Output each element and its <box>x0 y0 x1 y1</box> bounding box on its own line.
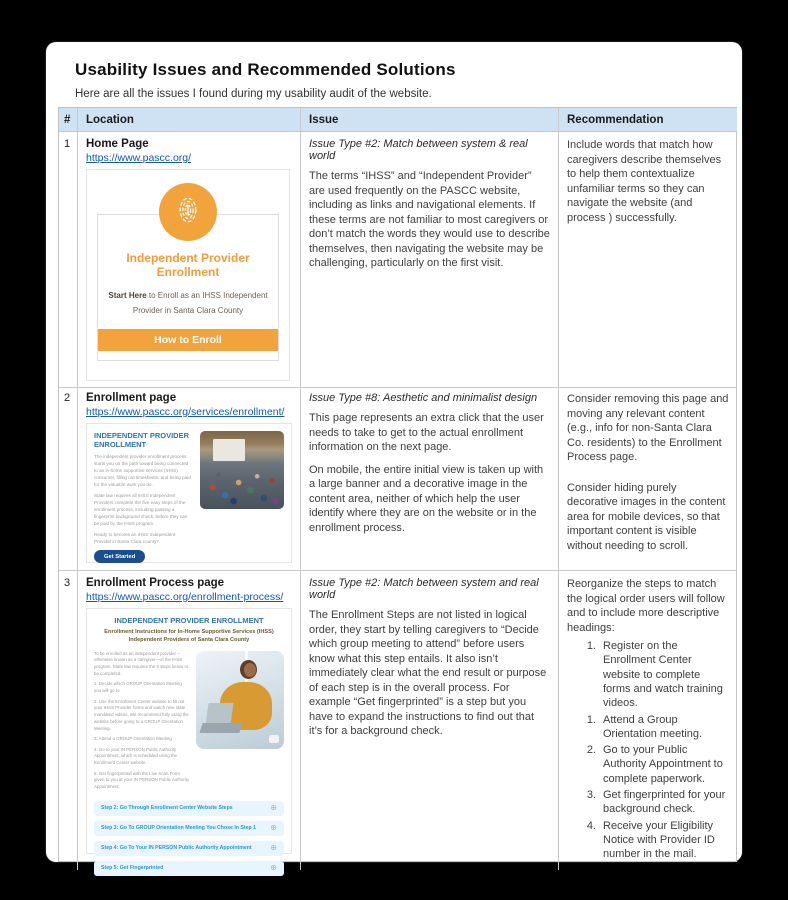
location-link[interactable]: https://www.pascc.org/services/enrollment/ <box>86 406 285 418</box>
issue-type: Issue Type #2: Match between system and real world <box>309 577 539 601</box>
list-text: Get fingerprinted for your background check. <box>603 789 726 816</box>
issue-cell <box>301 132 559 388</box>
issue-cell <box>301 386 559 571</box>
screenshot-heading: Independent Provider Enrollment <box>126 251 250 279</box>
issue-paragraph: On mobile, the entire initial view is taken up with a large banner and a decorative image in the content area, neither of which help the user identify where they are on the website or in the enrollment process. <box>309 463 544 534</box>
screenshot-columns <box>94 651 284 795</box>
page-subtitle: Here are all the issues I found during my usability audit of the website. <box>75 88 432 100</box>
issue-paragraph: The terms “IHSS” and “Independent Provider” are used frequently on the PASCC website, including as links and navigational elements. If these terms are not familiar to most caregivers or don’t match the words they would use to describe themselves, then navigating the website may be challenging, particularly on the first visit. <box>309 170 550 270</box>
list-item <box>581 639 729 710</box>
location-cell <box>78 132 301 388</box>
location-name: Enrollment page <box>86 392 177 404</box>
seminar-photo <box>200 431 284 509</box>
screenshot-text-column <box>94 431 193 560</box>
accordion-label: Step 3: Go To GROUP Orientation Meeting You Chose In Step 1 <box>101 825 256 832</box>
screenshot-paragraph: The independent provider enrollment process starts you on the path toward being connected to an in-home supportive services (IHSS) consumer, filling out timesheets, and being paid for the valuable work you do. <box>94 453 191 487</box>
screenshot-paragraph: 2. Use the Enrollment Center website to fill out your IHSS Provider forms and watch nine state mandated videos. We recommend fully using the website before going to a GROUP Orientation Meeting. <box>94 698 189 731</box>
recommendation-paragraph: Include words that match how caregivers describe themselves to help them contextualize unfamiliar terms so they can navigate the website (and process ) successfully. <box>567 139 722 224</box>
list-text: Receive your Eligibility Notice with Provider ID number in the mail. <box>603 819 715 861</box>
location-link[interactable]: https://www.pascc.org/ <box>86 152 192 164</box>
list-item <box>581 819 729 862</box>
table-row <box>59 571 736 873</box>
row-number: 2 <box>59 386 78 571</box>
man-at-laptop-photo <box>196 651 284 749</box>
table-header-row <box>59 108 736 132</box>
list-text: Go to your Public Authority Appointment to complete paperwork. <box>603 744 723 785</box>
list-marker: 1. <box>586 640 596 653</box>
document-card <box>46 42 742 873</box>
recommendation-paragraph: Consider hiding purely decorative images in the content area for mobile devices, so that important content is visible without needing to scroll. <box>567 481 726 552</box>
issue-paragraph: This page represents an extra click that the user needs to take to get to the actual enrollment information on the next page. <box>309 412 544 454</box>
expand-icon: ⊕ <box>270 823 277 833</box>
list-text: Attend a Group Orientation meeting. <box>603 713 703 740</box>
expand-icon: ⊕ <box>270 803 277 813</box>
recommendation-paragraph: Consider removing this page and moving any relevant content (e.g., info for non-Santa Clara Co. residents) to the Enrollment Process page. <box>567 393 729 464</box>
table-row <box>59 132 736 386</box>
enrollment-page-screenshot <box>86 423 292 563</box>
screenshot-subtext <box>105 288 271 318</box>
recommendation-list <box>581 639 729 861</box>
accordion-step-4 <box>94 841 284 856</box>
how-to-enroll-button: How to Enroll <box>98 329 278 351</box>
screenshot-heading: INDEPENDENT PROVIDER ENROLLMENT <box>94 431 190 449</box>
screenshot-photo-column <box>200 431 284 555</box>
screenshot-paragraph: State law requires all IHSS Independent Providers complete the five easy steps of the enrollment process, including passing a fingerprint background check, before they can be paid by the IHSS program. <box>94 492 188 526</box>
issues-table <box>58 107 737 873</box>
location-cell <box>78 386 301 571</box>
row-number: 1 <box>59 132 78 388</box>
recommendation-cell <box>559 571 737 870</box>
accordion-step-5 <box>94 861 284 876</box>
screenshot-heading: INDEPENDENT PROVIDER ENROLLMENT <box>114 616 264 625</box>
screenshot-paragraph: 5. Get fingerprinted with the Live Scan Form given to you at your IN PERSON Public Authority Appointment. <box>94 770 190 790</box>
accordion-list <box>94 801 284 876</box>
homepage-screenshot <box>86 169 290 381</box>
accordion-label: Step 4: Go To Your IN PERSON Public Authority Appointment <box>101 845 252 852</box>
list-marker: 3. <box>586 789 596 802</box>
location-name: Home Page <box>86 138 149 150</box>
get-started-button: Get Started <box>94 550 145 563</box>
header-issue: Issue <box>301 108 559 132</box>
recommendation-cell <box>559 132 737 388</box>
row-number: 3 <box>59 571 78 870</box>
fingerprint-icon <box>175 194 201 231</box>
list-item <box>581 788 729 817</box>
header-num: # <box>59 108 78 132</box>
list-item <box>581 743 729 786</box>
screenshot-subtext-bold: Start Here <box>108 291 147 300</box>
photo-mug-shape <box>269 735 279 743</box>
list-marker: 1. <box>586 713 596 726</box>
expand-icon: ⊕ <box>270 843 277 853</box>
screenshot-paragraph: To be enrolled as an independent provider – otherwise known as a caregiver—of the IHSS program. State law requires the 5 steps below to be completed. <box>94 650 189 677</box>
issue-cell <box>301 571 559 870</box>
recommendation-cell <box>559 386 737 571</box>
screenshot-subtext-rest: to Enroll as an IHSS Independent Provider in Santa Clara County <box>132 291 268 316</box>
list-text: Register on the Enrollment Center website to complete forms and watch training videos. <box>603 640 723 710</box>
screenshot-paragraph: 1. Decide which GROUP Orientation Meeting you will go to. <box>94 681 182 694</box>
screenshot-paragraph: Ready to become an IHSS Independent Provider in Santa Clara county? <box>94 531 176 544</box>
accordion-step-3 <box>94 821 284 836</box>
page-title: Usability Issues and Recommended Solutions <box>75 60 456 79</box>
photo-laptop-screen <box>205 703 233 725</box>
photo-laptop-base <box>200 723 244 733</box>
location-link[interactable]: https://www.pascc.org/enrollment-process/ <box>86 591 284 603</box>
table-row <box>59 386 736 571</box>
enrollment-process-screenshot <box>86 608 292 873</box>
issue-type: Issue Type #2: Match between system & real world <box>309 138 528 162</box>
issue-paragraph: The Enrollment Steps are not listed in logical order, they start by telling caregivers to “Decide which group meeting to attend” before users know what this step entails. It also isn’t immediately clear what the end result or purpose of each step is in the overall process. For example “Get fingerprinted” is a step but you have to expand the instructions to find out that it’s for a background check. <box>309 609 547 738</box>
screenshot-paragraph: 4. Go to your IN PERSON Public Authority Appointment, which is scheduled using the Enrollment Center website. <box>94 746 177 766</box>
screenshot-subheading: Enrollment Instructions for In-Home Supportive Services (IHSS) Independent Providers of Santa Clara County <box>104 629 274 643</box>
list-item <box>581 713 729 742</box>
issue-type: Issue Type #8: Aesthetic and minimalist design <box>309 392 538 404</box>
accordion-label: Step 5: Get Fingerprinted <box>101 865 164 872</box>
list-marker: 2. <box>586 744 596 757</box>
accordion-label: Step 2: Go Through Enrollment Center Website Steps <box>101 805 233 812</box>
location-name: Enrollment Process page <box>86 577 225 589</box>
fingerprint-badge <box>159 183 217 241</box>
header-location: Location <box>78 108 301 132</box>
screenshot-paragraph: 3. Attend a GROUP Orientation Meeting <box>94 736 172 742</box>
screenshot-text-column <box>94 651 189 795</box>
list-marker: 4. <box>586 819 596 832</box>
accordion-step-2 <box>94 801 284 816</box>
recommendation-intro: Reorganize the steps to match the logical order users will follow and to include more descriptive headings: <box>567 578 725 634</box>
header-recommendation: Recommendation <box>559 108 737 132</box>
location-cell <box>78 571 301 873</box>
expand-icon: ⊕ <box>270 863 277 873</box>
